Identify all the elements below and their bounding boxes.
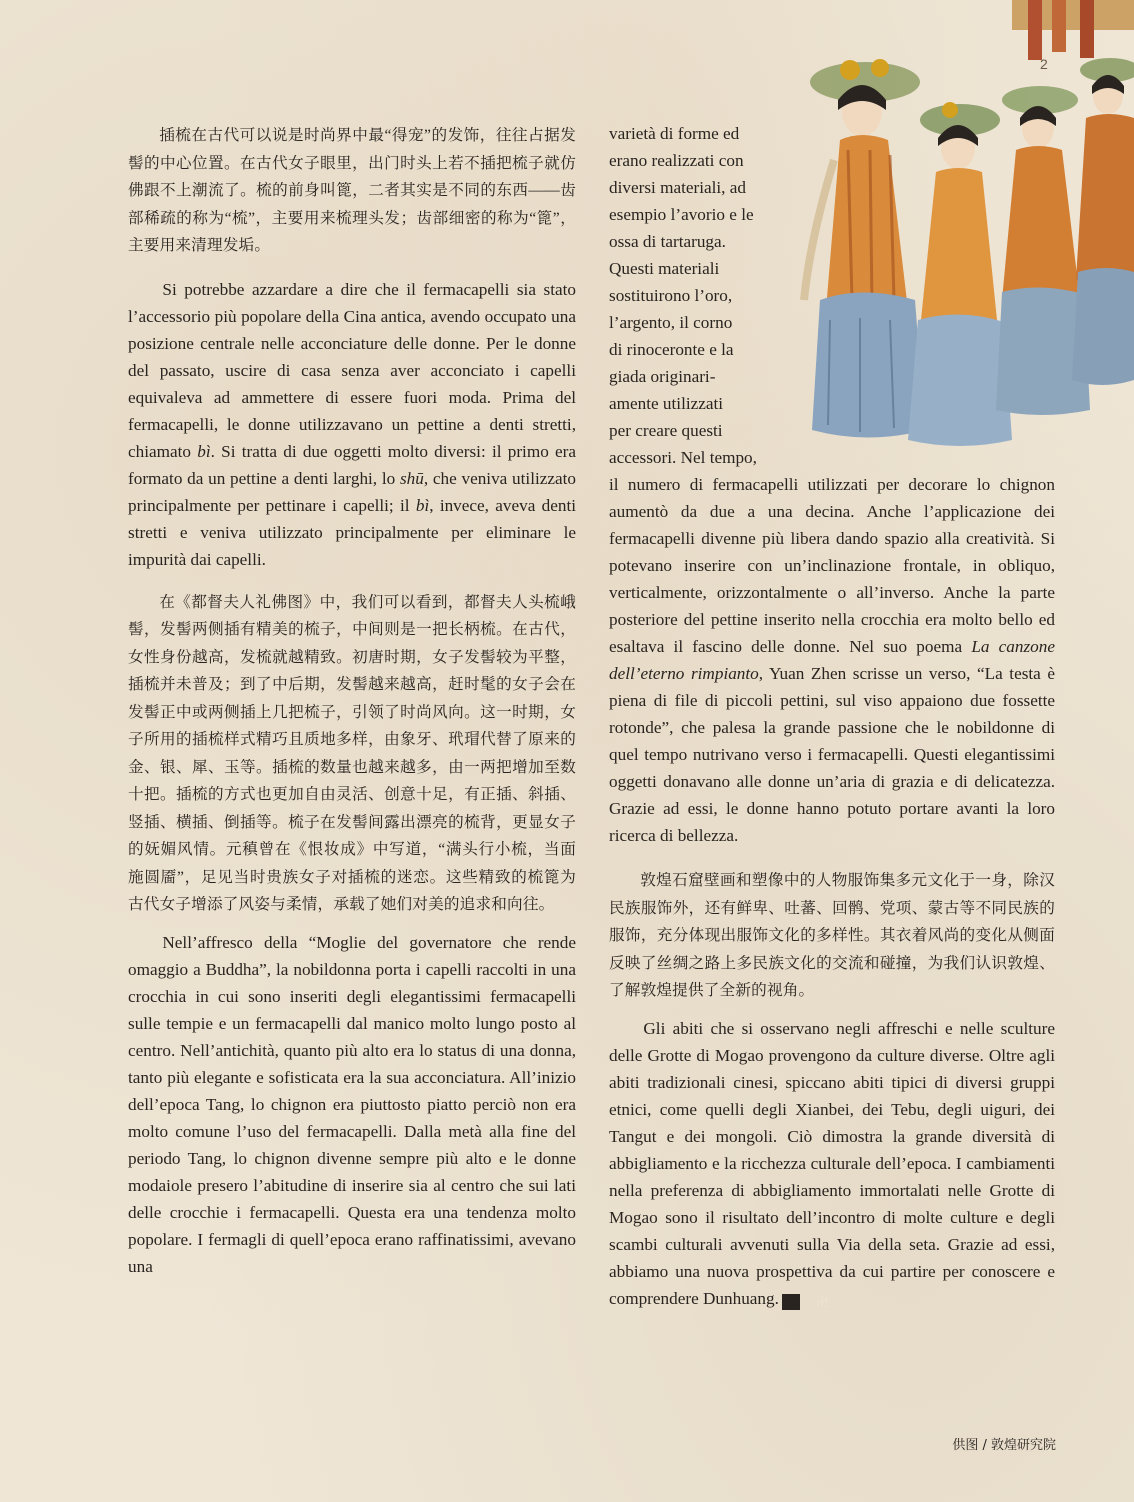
page-number: 2 bbox=[1040, 56, 1048, 72]
photo-credit: 供图 / 敦煌研究院 bbox=[952, 1438, 1056, 1453]
paragraph-it-1: Si potrebbe azzardare a dire che il fermacapelli sia stato l’accessorio più popolare della Cina antica, avendo occupato una posizione centrale nelle acconciature delle donne. Per le donne del passato, uscire di casa senza aver acconciato i capelli equivaleva ad ammettere di essere fuori moda. Prima del fermacapelli, le donne utilizzavano un pettine a denti stretti, chiamato bì. Si tratta di due oggetti molto diversi: il primo era formato da un pettine a denti larghi, lo shū, che veniva utilizzato principalmente per pettinare i capelli; il bì, invece, aveva denti stretti e veniva utilizzato principalmente per eliminare le impurità dai capelli. bbox=[128, 279, 577, 569]
right-column bbox=[609, 120, 1055, 1312]
paragraph-it-3: il numero di fermacapelli utilizzati per decorare lo chignon aumentò da due a una decina. Anche l’applicazione dei fermacapelli divenne più libera dando spazio alla creatività. Si potevano inserire con un’inclinazione frontale, in obliquo, verticalmente, orizzontalmente o all’inverso. Anche la parte posteriore del pettine inserito nella crocchia era molto bello ed esaltava il fascino delle donne. Nel suo poema La canzone dell’eterno rimpianto, Yuan Zhen scrisse un verso, “La testa è piena di file di piccoli pettini, sul viso appaiono due fossette rotonde”, che palesa la grande passione che le nobildonne di quel tempo nutrivano verso i fermacapelli. Questi elegantissimi oggetti donavano alle donne un’aria di grazia e di delicatezza. Grazie ad essi, le donne hanno potuto portare avanti la loro ricerca di bellezza. bbox=[609, 475, 1055, 845]
end-mark-icon: 卍 bbox=[782, 1294, 800, 1310]
paragraph-zh-1: 插梳在古代可以说是时尚界中最“得宠”的发饰，往往占据发髻的中心位置。在古代女子眼里，出门时头上若不插把梳子就仿佛跟不上潮流了。梳的前身叫篦，二者其实是不同的东西——齿部稀疏的称为“梳”，主要用来梳理头发；齿部细密的称为“篦”，主要用来清理发垢。 bbox=[128, 127, 576, 254]
paragraph-zh-2: 在《都督夫人礼佛图》中，我们可以看到，都督夫人头梳峨髻，发髻两侧插有精美的梳子，中间则是一把长柄梳。在古代，女性身份越高，发梳就越精致。初唐时期，女子发髻较为平整，插梳并未普及；到了中后期，发髻越来越高，赶时髦的女子会在发髻正中或两侧插上几把梳子，引领了时尚风向。这一时期，女子所用的插梳样式精巧且质地多样，由象牙、玳瑁代替了原来的金、银、犀、玉等。插梳的数量也越来越多，由一两把增加至数十把。插梳的方式也更加自由灵活、创意十足，有正插、斜插、竖插、横插、倒插等。梳子在发髻间露出漂亮的梳背，更显女子的妩媚风情。元稹曾在《恨妆成》中写道，“满头行小梳，当面施圆靥”，足见当时贵族女子对插梳的迷恋。这些精致的梳篦为古代女子增添了风姿与柔情，承载了她们对美的追求和向往。 bbox=[128, 593, 576, 913]
paragraph-it-2: Nell’affresco della “Moglie del governatore che rende omaggio a Buddha”, la nobildonna porta i capelli raccolti in una crocchia in cui sono inseriti degli elegantissimi fermacapelli sulle tempie e un fermacapelli dal manico molto lungo posto al centro. Nell’antichità, quanto più alto era lo status di una donna, tanto più elegante e sofisticata era la sua acconciatura. All’inizio dell’epoca Tang, lo chignon era piuttosto piatto perciò non era molto comune l’uso del fermacapelli. Dalla metà alla fine del periodo Tang, lo chignon divenne sempre più alto e le donne modaiole presero l’abitudine di inserire sia al centro che sui lati delle crocchie i fermacapelli. Questa era una tendenza molto popolare. I fermagli di quell’epoca erano raffinatissimi, avevano una bbox=[128, 932, 576, 1276]
narrow-text-block: varietà di forme ed erano realizzati con diversi materiali, ad esempio l’avorio e le ossa di tartaruga. Questi materiali sostituirono l’oro, l’argento, il corno di rinoceronte e la giada originari- amente utilizzati per creare questi accessori. Nel tempo, bbox=[609, 124, 757, 467]
left-column bbox=[128, 122, 576, 1280]
paragraph-it-4: Gli abiti che si osservano negli affreschi e nelle sculture delle Grotte di Mogao provengono da culture diverse. Oltre agli abiti tradizionali cinesi, spiccano abiti tipici di diversi gruppi etnici, come quelli degli Xianbei, dei Tebu, degli uiguri, dei Tangut e dei mongoli. Ciò dimostra la grande diversità di abbigliamento e la ricchezza culturale dell’epoca. I cambiamenti nella preferenza di abbigliamento immortalati nelle Grotte di Mogao sono il risultato dell’incontro di molte culture e degli scambi culturali avvenuti sulla Via della seta. Grazie ad essi, abbiamo una nuova prospettiva da cui partire per conoscere e comprendere Dunhuang. 卍 bbox=[609, 1018, 1055, 1309]
paragraph-zh-3: 敦煌石窟壁画和塑像中的人物服饰集多元文化于一身，除汉民族服饰外，还有鲜卑、吐蕃、回鹘、党项、蒙古等不同民族的服饰，充分体现出服饰文化的多样性。其衣着风尚的变化从侧面反映了丝绸之路上多民族文化的交流和碰撞，为我们认识敦煌、了解敦煌提供了全新的视角。 bbox=[609, 872, 1055, 999]
